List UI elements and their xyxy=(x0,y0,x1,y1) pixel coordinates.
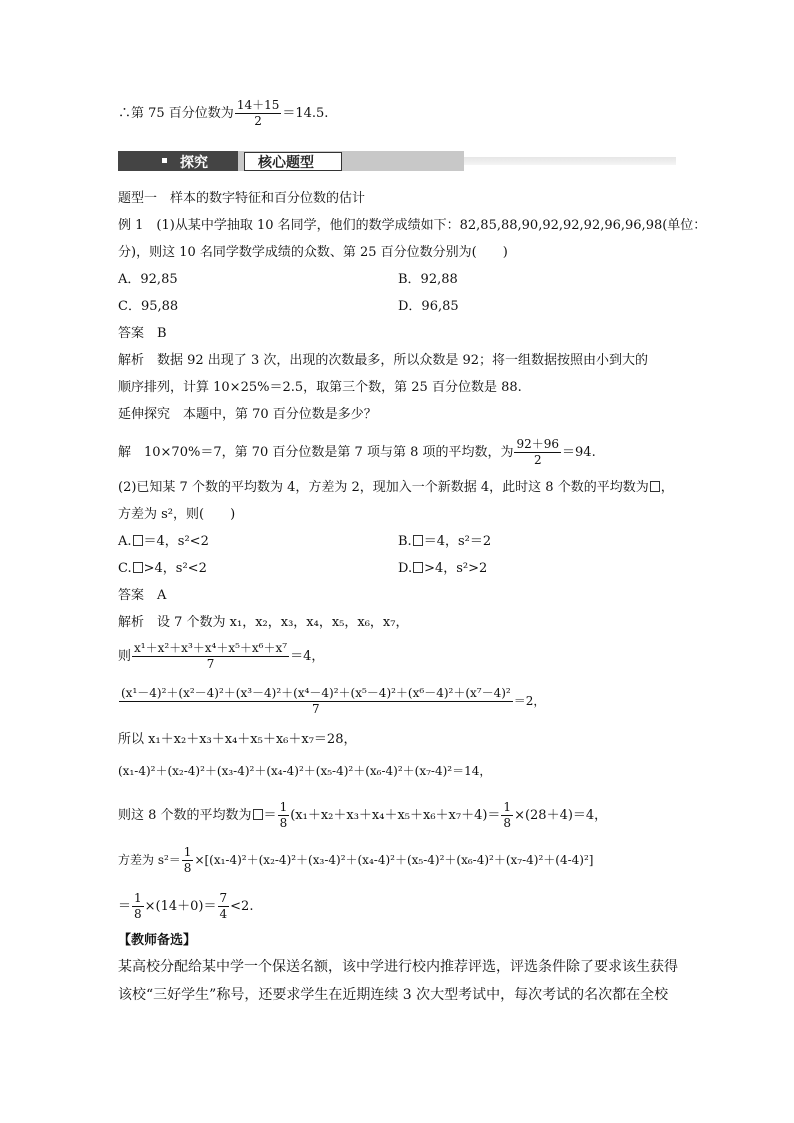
teacher-paragraph-line2: 该校“三好学生”称号，还要求学生在近期连续 3 次大型考试中，每次考试的名次都在全校 xyxy=(118,987,669,1003)
denominator: 8 xyxy=(134,907,142,921)
numerator: 1 xyxy=(134,891,142,905)
teacher-paragraph-line1: 某高校分配给某中学一个保送名额，该中学进行校内推荐评选，评选条件除了要求该生获得 xyxy=(118,959,678,975)
mean-symbol-icon xyxy=(133,562,143,573)
fraction xyxy=(132,891,144,922)
text: 则 xyxy=(118,649,132,664)
part2-line2: 方差为 s²，则( ) xyxy=(118,507,236,522)
text: ＝2， xyxy=(513,694,546,708)
fraction xyxy=(235,98,282,129)
text: ×(28＋4)＝4， xyxy=(514,808,608,823)
text: (2)已知某 7 个数的平均数为 4，方差为 2，现加入一个新数据 4，此时这 8 个数的平均数为 xyxy=(118,480,649,495)
denominator: 4 xyxy=(219,907,228,921)
denominator: 8 xyxy=(503,816,512,830)
numerator: 14＋15 xyxy=(236,98,280,112)
numerator: 1 xyxy=(279,800,288,814)
fraction xyxy=(119,686,513,717)
text: 方差为 s²＝ xyxy=(118,853,181,867)
denominator: 7 xyxy=(312,702,320,716)
option-c: C．95,88 xyxy=(118,299,179,314)
extend-solution xyxy=(118,437,596,468)
text: >4，s²>2 xyxy=(424,561,488,576)
text: A. xyxy=(118,534,132,549)
option-a2 xyxy=(118,533,209,551)
mean-symbol-icon xyxy=(253,809,263,820)
text: ＝ xyxy=(263,808,277,823)
text: (x₁＋x₂＋x₃＋x₄＋x₅＋x₆＋x₇＋4)＝ xyxy=(290,808,501,823)
fraction xyxy=(182,845,194,876)
text: D. xyxy=(398,561,413,576)
numerator: 92＋96 xyxy=(516,437,560,451)
numerator: 1 xyxy=(503,800,512,814)
option-a: A．92,85 xyxy=(118,272,178,287)
numerator: 1 xyxy=(183,845,192,859)
fraction xyxy=(278,800,290,831)
part2-line1 xyxy=(118,479,674,497)
section-title-explore: 探究 xyxy=(180,155,208,171)
mean-symbol-icon xyxy=(133,535,143,546)
numerator: 7 xyxy=(219,891,228,905)
text: ＝4，s²＝2 xyxy=(423,534,492,549)
fraction xyxy=(132,641,289,672)
text: 则这 8 个数的平均数为 xyxy=(118,808,252,823)
analysis-2-sqsum: (x₁-4)²＋(x₂-4)²＋(x₃-4)²＋(x₄-4)²＋(x₅-4)²＋(x₆-4)²＋(x₇-4)²＝14， xyxy=(118,764,492,778)
text: ×[(x₁-4)²＋(x₂-4)²＋(x₃-4)²＋(x₄-4)²＋(x₅-4)²＋(x₆-4)²＋(x₇-4)²＋(4-4)²] xyxy=(194,853,594,867)
denominator: 8 xyxy=(279,816,288,830)
text: ∴第 75 百分位数为 xyxy=(118,106,234,121)
analysis-2-result xyxy=(118,891,253,922)
text: ＝ xyxy=(118,899,132,914)
option-c2 xyxy=(118,560,207,578)
fraction xyxy=(501,800,513,831)
text: ＝94. xyxy=(562,445,596,460)
text: >4，s²<2 xyxy=(143,561,207,576)
analysis-1-line2: 顺序排列，计算 10×25%＝2.5，取第三个数，第 25 百分位数是 88. xyxy=(118,380,522,395)
denominator: 7 xyxy=(206,657,215,671)
answer-2: 答案 A xyxy=(118,588,167,603)
extend-question: 延伸探究 本题中，第 70 百分位数是多少？ xyxy=(118,407,377,422)
section-header-bar xyxy=(118,151,676,171)
answer-1: 答案 B xyxy=(118,326,167,341)
option-d: D．96,85 xyxy=(398,299,459,314)
text: C. xyxy=(118,561,132,576)
text: <2. xyxy=(230,899,254,914)
text: ×(14＋0)＝ xyxy=(144,899,217,914)
section-bar-dark xyxy=(118,151,238,171)
analysis-1-line1: 解析 数据 92 出现了 3 次，出现的次数最多，所以众数是 92；将一组数据按照由小到大的 xyxy=(118,353,649,368)
type-heading: 题型一 样本的数字特征和百分位数的估计 xyxy=(118,191,366,206)
option-d2 xyxy=(398,560,487,578)
denominator: 2 xyxy=(254,114,262,128)
denominator: 8 xyxy=(183,861,192,875)
text: ＝14.5. xyxy=(282,106,329,121)
mean-symbol-icon xyxy=(413,562,423,573)
mean-symbol-icon xyxy=(413,535,423,546)
analysis-2-new-var xyxy=(118,845,593,876)
analysis-2-var-eq xyxy=(118,686,545,717)
text: 解 10×70%＝7，第 70 百分位数是第 7 项与第 8 项的平均数，为 xyxy=(118,445,514,460)
option-b: B．92,88 xyxy=(398,272,458,287)
section-bar-rule xyxy=(464,157,676,165)
text: ＝4， xyxy=(290,649,325,664)
option-b2 xyxy=(398,533,491,551)
analysis-2-sum: 所以 x₁＋x₂＋x₃＋x₄＋x₅＋x₆＋x₇＝28， xyxy=(118,732,357,747)
section-title-core: 核心题型 xyxy=(258,155,314,171)
denominator: 2 xyxy=(533,453,542,467)
top-result-line xyxy=(118,98,328,129)
text: ＝4，s²<2 xyxy=(143,534,209,549)
numerator: (x¹－4)²＋(x²－4)²＋(x³－4)²＋(x⁴－4)²＋(x⁵－4)²＋(x⁶－4)²＋(x⁷－4)² xyxy=(121,686,511,700)
fraction xyxy=(218,891,230,922)
analysis-2-mean-eq xyxy=(118,641,324,672)
analysis-2-line1: 解析 设 7 个数为 x₁，x₂，x₃，x₄，x₅，x₆，x₇， xyxy=(118,615,409,630)
teacher-heading: 【教师备选】 xyxy=(118,933,197,948)
text: B. xyxy=(398,534,412,549)
numerator: x¹＋x²＋x³＋x⁴＋x⁵＋x⁶＋x⁷ xyxy=(134,641,288,655)
example1-line1: 例 1 (1)从某中学抽取 10 名同学，他们的数学成绩如下：82,85,88,90,92,92,92,96,96,98(单位： xyxy=(118,218,707,233)
square-bullet-icon xyxy=(162,158,167,163)
text: ， xyxy=(660,480,674,495)
analysis-2-new-mean xyxy=(118,800,607,831)
mean-symbol-icon xyxy=(650,481,660,492)
example1-line2: 分)，则这 10 名同学数学成绩的众数、第 25 百分位数分别为( ) xyxy=(118,245,508,260)
fraction xyxy=(514,437,561,468)
